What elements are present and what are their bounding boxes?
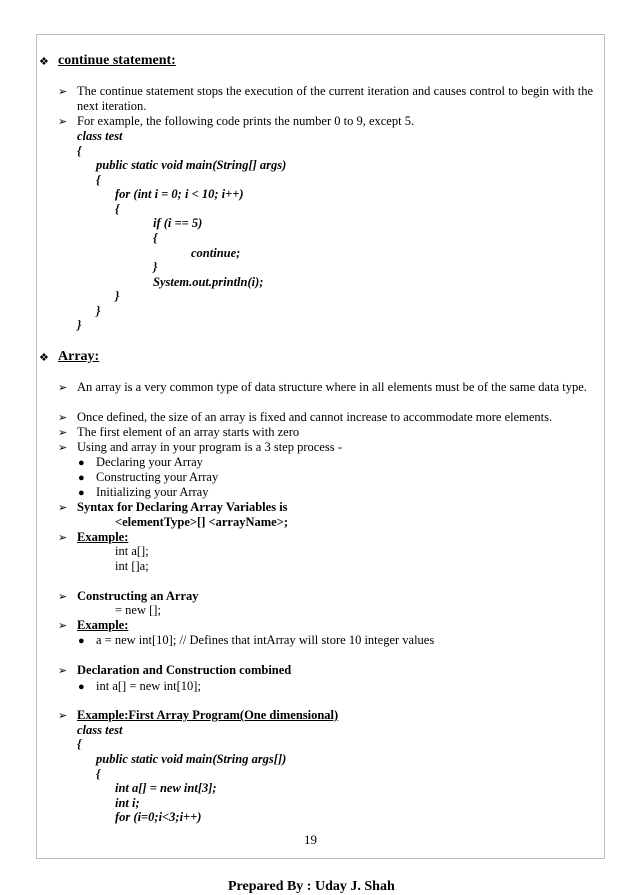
code-line: System.out.println(i); — [153, 275, 264, 289]
code-line: } — [77, 318, 82, 332]
dot-bullet-icon: ● — [78, 635, 85, 647]
step-item: Constructing your Array — [96, 470, 219, 484]
arrow-bullet-icon: ➢ — [58, 116, 68, 128]
example-label: Example: — [77, 530, 129, 544]
code-line: { — [115, 202, 120, 216]
dot-bullet-icon: ● — [78, 487, 85, 499]
arrow-bullet-icon: ➢ — [58, 427, 68, 439]
array-point-3: The first element of an array starts with zero — [77, 425, 300, 439]
step-item: Declaring your Array — [96, 455, 203, 469]
section-heading-array: Array: — [58, 349, 100, 364]
arrow-bullet-icon: ➢ — [58, 86, 68, 98]
code-line: int a[] = new int[3]; — [115, 781, 217, 795]
combined-line: int a[] = new int[10]; — [96, 679, 201, 693]
example-code-line: int []a; — [115, 559, 149, 573]
page-number: 19 — [304, 832, 317, 847]
example-code-line: int a[]; — [115, 544, 149, 558]
arrow-bullet-icon: ➢ — [58, 710, 68, 722]
arrow-bullet-icon: ➢ — [58, 665, 68, 677]
arrow-bullet-icon: ➢ — [58, 532, 68, 544]
code-line: public static void main(String args[]) — [96, 752, 287, 766]
code-line: } — [153, 260, 158, 274]
code-line: continue; — [191, 246, 241, 260]
arrow-bullet-icon: ➢ — [58, 382, 68, 394]
continue-point-2: For example, the following code prints the number 0 to 9, except 5. — [77, 114, 415, 128]
arrow-bullet-icon: ➢ — [58, 502, 68, 514]
arrow-bullet-icon: ➢ — [58, 442, 68, 454]
code-line: { — [153, 231, 158, 245]
code-line: class test — [77, 723, 123, 737]
dot-bullet-icon: ● — [78, 681, 85, 693]
arrow-bullet-icon: ➢ — [58, 591, 68, 603]
array-point-4: Using and array in your program is a 3 step process - — [77, 440, 342, 454]
dot-bullet-icon: ● — [78, 457, 85, 469]
diamond-bullet-icon: ❖ — [39, 56, 49, 68]
code-line: } — [115, 289, 120, 303]
diamond-bullet-icon: ❖ — [39, 352, 49, 364]
array-point-1: An array is a very common type of data structure where in all elements must be of the same data type. — [77, 380, 587, 394]
code-line: for (i=0;i<3;i++) — [115, 810, 202, 824]
code-line: class test — [77, 129, 123, 143]
first-program-title: Example:First Array Program(One dimensional) — [77, 708, 339, 722]
code-line: } — [96, 304, 101, 318]
syntax-title: Syntax for Declaring Array Variables is — [77, 500, 288, 514]
constructing-line: = new []; — [115, 603, 161, 617]
syntax-line: <elementType>[] <arrayName>; — [115, 515, 288, 529]
combined-title: Declaration and Construction combined — [77, 663, 292, 677]
example2-line: a = new int[10]; // Defines that intArray will store 10 integer values — [96, 633, 435, 647]
constructing-title: Constructing an Array — [77, 589, 199, 603]
code-line: for (int i = 0; i < 10; i++) — [115, 187, 244, 201]
code-line: if (i == 5) — [153, 216, 203, 230]
code-line: { — [96, 173, 101, 187]
arrow-bullet-icon: ➢ — [58, 412, 68, 424]
example-label: Example: — [77, 618, 129, 632]
code-line: int i; — [115, 796, 140, 810]
dot-bullet-icon: ● — [78, 472, 85, 484]
continue-point-1: The continue statement stops the execution of the current iteration and causes control to begin with the next iteration. — [77, 84, 593, 113]
section-heading-continue: continue statement: — [58, 53, 176, 68]
arrow-bullet-icon: ➢ — [58, 620, 68, 632]
code-line: { — [77, 144, 82, 158]
step-item: Initializing your Array — [96, 485, 209, 499]
array-point-2: Once defined, the size of an array is fixed and cannot increase to accommodate more elements. — [77, 410, 553, 424]
code-line: { — [77, 737, 82, 751]
footer-text: Prepared By : Uday J. Shah — [228, 879, 395, 894]
code-line: public static void main(String[] args) — [96, 158, 287, 172]
code-line: { — [96, 767, 101, 781]
